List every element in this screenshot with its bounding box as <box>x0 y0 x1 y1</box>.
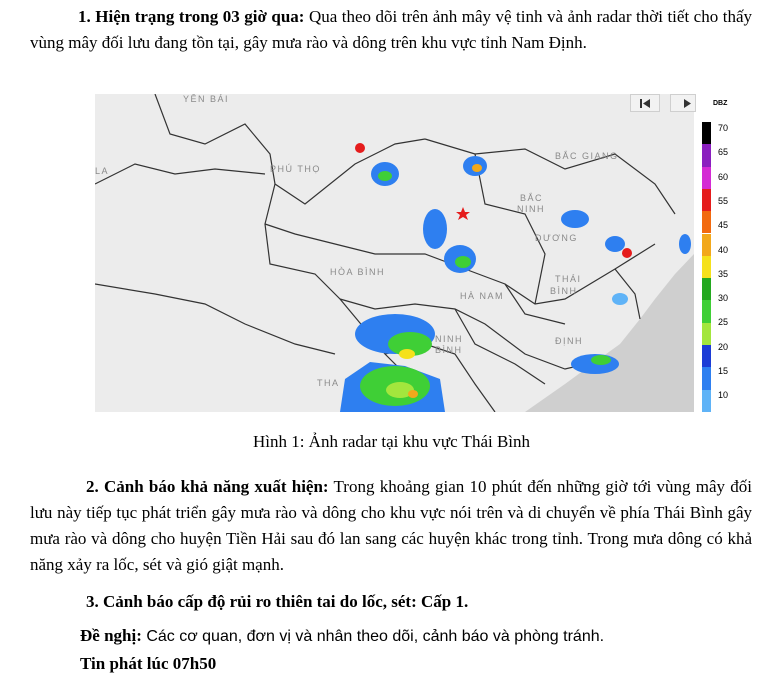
label-hoa-binh: HÒA BÌNH <box>330 267 386 277</box>
legend-unit: DBZ <box>713 100 728 107</box>
legend-tick-label: 65 <box>718 147 729 158</box>
legend-color-band <box>702 323 711 345</box>
legend-color-band <box>702 278 711 300</box>
legend-color-band <box>702 390 711 412</box>
label-ninh-binh-1: NINH <box>435 334 463 344</box>
skip-back-icon <box>631 95 659 111</box>
legend-tick-label: 40 <box>718 244 729 255</box>
section-warning-heading: 2. Cảnh báo khả năng xuất hiện: <box>86 477 329 496</box>
label-thanh: THA <box>317 378 340 388</box>
legend-color-band <box>702 122 711 144</box>
radar-map <box>95 94 694 412</box>
label-la: LA <box>95 166 110 176</box>
radar-station-marker <box>355 143 365 153</box>
label-thai-binh-2: BÌNH <box>550 286 578 296</box>
legend-tick-label: 60 <box>718 171 729 182</box>
legend-color-band <box>702 367 711 389</box>
legend-tick-label: 45 <box>718 220 729 231</box>
recommendation <box>80 626 604 646</box>
legend-tick-label: 55 <box>718 195 729 206</box>
legend-tick-label: 15 <box>718 366 729 376</box>
legend-color-band <box>702 234 711 256</box>
legend-tick-label: 35 <box>718 268 729 279</box>
play-button[interactable] <box>670 94 696 112</box>
issued-time: Tin phát lúc 07h50 <box>80 654 217 673</box>
section-risk-level: 3. Cảnh báo cấp độ rủi ro thiên tai do lốc, sét: Cấp 1. <box>86 592 469 611</box>
label-yen-bai: YÊN BÁI <box>183 94 230 104</box>
label-duong: DƯƠNG <box>535 233 578 243</box>
label-thai-binh-1: THÁI <box>555 274 582 284</box>
legend-color-band <box>702 300 711 322</box>
label-bac-ninh-1: BẮC <box>520 193 544 203</box>
section-current-status <box>30 4 752 56</box>
label-bac-giang: BẮC GIANG <box>555 151 619 161</box>
legend-tick-label: 70 <box>718 123 729 133</box>
legend-color-band <box>702 189 711 211</box>
label-ha-nam: HÀ NAM <box>460 291 505 301</box>
section-warning-body: Trong khoảng gian 10 phút đến những giờ tới vùng mây đối lưu này tiếp tục phát triển gây mưa rào và dông cho khu vực nói trên và di chuyển về phía Thái Bình gây mưa rào và dông cho huyện Tiền Hải sau đó lan sang các huyện khác trong tỉnh. Trong mưa dông có khả năng xảy ra lốc, sét và gió giật mạnh. <box>30 477 753 574</box>
legend-color-band <box>702 144 711 166</box>
legend-tick-label: 20 <box>718 341 729 352</box>
figure-caption: Hình 1: Ảnh radar tại khu vực Thái Bình <box>252 432 531 451</box>
label-bac-ninh-2: NINH <box>517 204 545 214</box>
dbz-legend <box>697 94 743 412</box>
legend-tick-label: 10 <box>718 390 729 401</box>
play-icon <box>671 95 695 111</box>
legend-color-band <box>702 167 711 189</box>
section-current-status-body: Qua theo dõi trên ảnh mây vệ tinh và ảnh radar thời tiết cho thấy vùng mây đối lưu đang tồn tại, gây mưa rào và dông trên khu vực tỉnh Nam Định. <box>30 7 752 52</box>
label-ninh-binh-2: BÌNH <box>435 345 463 355</box>
legend-tick-label: 30 <box>718 293 729 304</box>
legend-tick-label: 25 <box>718 317 729 328</box>
legend-color-band <box>702 345 711 367</box>
label-phu-tho: PHÚ THỌ <box>270 164 321 174</box>
radar-station-marker-2 <box>622 248 632 258</box>
recommendation-label: Đề nghị: <box>80 626 142 645</box>
legend-color-band <box>702 256 711 278</box>
skip-back-button[interactable] <box>630 94 660 112</box>
recommendation-text: Các cơ quan, đơn vị và nhân theo dõi, cảnh báo và phòng tránh. <box>141 628 605 645</box>
label-nam-dinh: ĐỊNH <box>555 336 583 346</box>
section-warning <box>30 474 752 578</box>
section-current-status-heading: 1. Hiện trạng trong 03 giờ qua: <box>78 7 305 26</box>
legend-color-band <box>702 211 711 233</box>
